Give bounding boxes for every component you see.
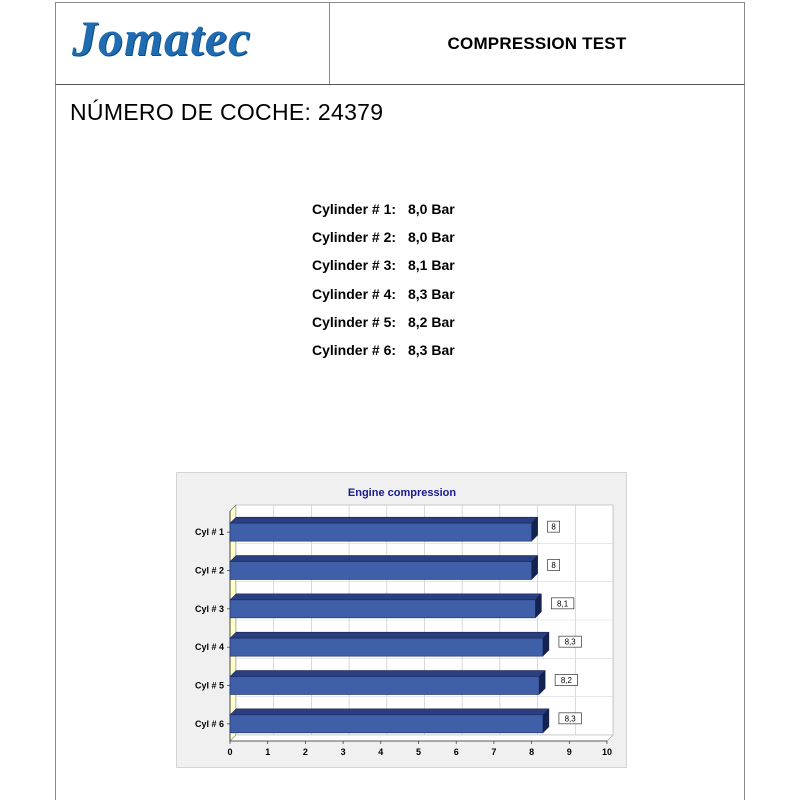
cylinder-readings — [312, 201, 455, 370]
x-tick-label: 2 — [302, 747, 308, 757]
bar-top — [230, 556, 538, 562]
chart-svg — [177, 473, 628, 769]
reading-row — [312, 314, 455, 342]
reading-label: Cylinder # 5: — [312, 313, 397, 330]
page-border-left — [55, 85, 56, 800]
reading-row — [312, 201, 455, 229]
x-tick-label: 8 — [529, 747, 535, 757]
title-cell — [330, 3, 744, 84]
reading-value: 8,1 Bar — [408, 257, 455, 274]
x-tick-label: 7 — [491, 747, 497, 757]
document-header — [55, 2, 745, 85]
y-category-label: Cyl # 4 — [194, 642, 224, 653]
x-tick-label: 5 — [415, 747, 422, 757]
data-label: 8,1 — [557, 599, 569, 609]
bar-top — [230, 594, 541, 600]
bar — [230, 600, 535, 618]
x-tick-label: 4 — [378, 747, 384, 757]
bar-top — [230, 517, 538, 523]
reading-value: 8,3 Bar — [408, 341, 455, 358]
data-label: 8 — [551, 561, 556, 570]
engine-compression-chart — [176, 472, 627, 768]
reading-row — [312, 286, 455, 314]
data-label: 8 — [551, 522, 556, 532]
y-category-label: Cyl # 1 — [194, 527, 224, 538]
x-tick-label: 9 — [566, 747, 572, 757]
reading-row — [312, 342, 455, 370]
page-border-right — [744, 85, 745, 800]
bar-top — [230, 632, 549, 638]
y-category-label: Cyl # 5 — [194, 680, 224, 691]
x-tick-label: 0 — [227, 747, 233, 757]
reading-row — [312, 229, 455, 257]
logo-cell — [56, 3, 330, 84]
bar-top — [230, 709, 549, 715]
bar — [230, 715, 543, 733]
reading-value: 8,0 Bar — [408, 229, 455, 246]
y-category-label: Cyl # 2 — [194, 565, 224, 576]
data-label: 8,3 — [564, 637, 576, 647]
bar — [230, 562, 532, 580]
reading-value: 8,0 Bar — [408, 201, 455, 217]
reading-value: 8,3 Bar — [408, 285, 455, 302]
data-label: 8,2 — [560, 676, 572, 685]
reading-row — [312, 257, 455, 285]
chart-title: Engine compression — [347, 487, 457, 499]
x-tick-label: 3 — [340, 747, 346, 757]
reading-label: Cylinder # 3: — [312, 257, 397, 274]
document-title: COMPRESSION TEST — [447, 33, 627, 53]
y-category-label: Cyl # 6 — [194, 718, 224, 729]
x-tick-label: 10 — [601, 747, 613, 757]
x-tick-label: 6 — [453, 747, 459, 757]
reading-value: 8,2 Bar — [408, 313, 455, 330]
chart-floor — [230, 735, 613, 741]
reading-label: Cylinder # 1: — [312, 201, 397, 217]
bar — [230, 638, 543, 656]
data-label: 8,3 — [564, 714, 576, 724]
x-tick-label: 1 — [265, 747, 271, 757]
reading-label: Cylinder # 4: — [312, 285, 397, 302]
bar — [230, 677, 539, 695]
company-logo: Jomatec — [72, 10, 252, 66]
y-category-label: Cyl # 3 — [194, 603, 224, 614]
reading-label: Cylinder # 2: — [312, 229, 397, 246]
bar — [230, 523, 532, 541]
car-number: NÚMERO DE COCHE: 24379 — [70, 99, 384, 125]
reading-label: Cylinder # 6: — [312, 341, 397, 358]
bar-top — [230, 671, 545, 677]
